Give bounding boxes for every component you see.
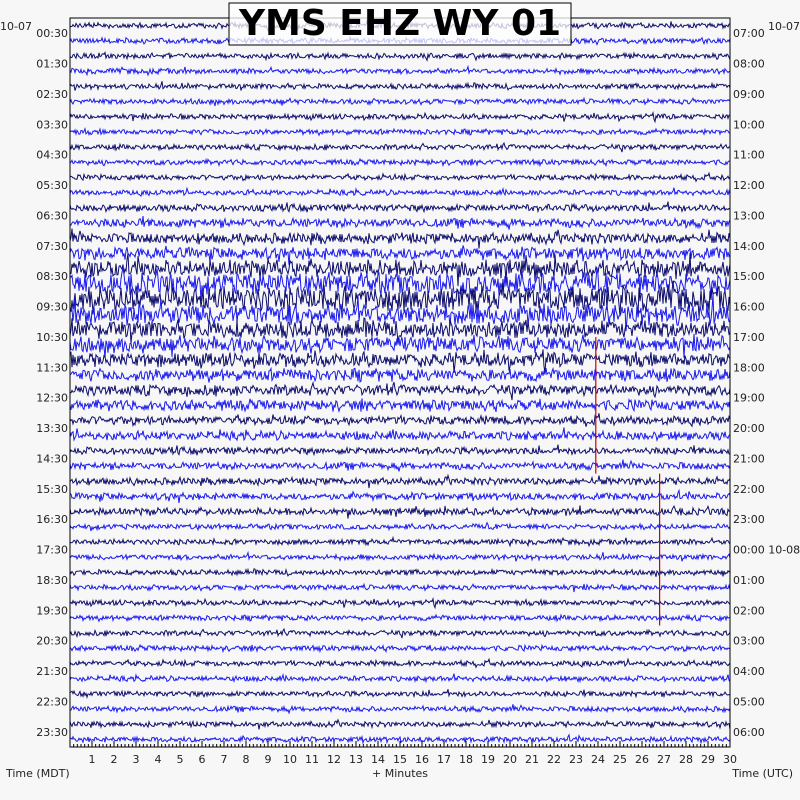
x-tick-label: 26 xyxy=(635,753,649,766)
seismic-trace xyxy=(70,53,730,61)
left-time-label: 23:30 xyxy=(36,725,68,739)
x-tick-label: 19 xyxy=(481,753,495,766)
left-axis-label: Time (MDT) xyxy=(6,767,70,780)
right-time-label: 10:00 xyxy=(733,118,765,132)
x-tick-label: 17 xyxy=(437,753,451,766)
x-tick-label: 30 xyxy=(723,753,737,766)
left-time-label: 15:30 xyxy=(36,482,68,496)
right-time-label: 14:00 xyxy=(733,239,765,253)
left-time-label: 04:30 xyxy=(36,148,68,162)
seismic-trace xyxy=(70,689,730,697)
right-time-label: 05:00 xyxy=(733,695,765,709)
x-tick-label: 23 xyxy=(569,753,583,766)
right-time-label: 16:00 xyxy=(733,300,765,314)
left-time-label: 18:30 xyxy=(36,573,68,587)
seismic-trace xyxy=(70,398,730,412)
x-tick-label: 27 xyxy=(657,753,671,766)
right-time-label: 23:00 xyxy=(733,513,765,527)
x-tick-label: 14 xyxy=(371,753,385,766)
left-time-label: 08:30 xyxy=(36,270,68,284)
plot-frame xyxy=(70,18,730,747)
right-time-label: 02:00 xyxy=(733,604,765,618)
left-time-label: 13:30 xyxy=(36,422,68,436)
x-axis-ticks xyxy=(70,741,737,766)
right-time-label: 19:00 xyxy=(733,391,765,405)
x-tick-label: 22 xyxy=(547,753,561,766)
right-time-labels xyxy=(733,27,800,739)
x-tick-label: 4 xyxy=(154,753,162,766)
seismic-trace xyxy=(70,159,730,166)
seismic-trace xyxy=(70,629,730,638)
x-tick-label: 25 xyxy=(613,753,627,766)
seismic-trace xyxy=(70,476,730,489)
seismic-trace xyxy=(70,229,730,249)
left-time-label: 03:30 xyxy=(36,118,68,132)
x-tick-label: 5 xyxy=(176,753,184,766)
left-start-date: 10-07 xyxy=(0,20,32,33)
left-time-label: 02:30 xyxy=(36,87,68,101)
left-time-label: 09:30 xyxy=(36,300,68,314)
right-time-label: 06:00 xyxy=(733,725,765,739)
right-time-label: 01:00 xyxy=(733,573,765,587)
seismic-trace xyxy=(70,253,730,286)
right-time-label: 11:00 xyxy=(733,148,765,162)
seismic-trace xyxy=(70,552,730,561)
x-tick-label: 9 xyxy=(264,753,272,766)
x-tick-label: 15 xyxy=(393,753,407,766)
right-time-label: 22:00 xyxy=(733,482,765,496)
x-tick-label: 11 xyxy=(305,753,319,766)
seismic-trace xyxy=(70,659,730,667)
x-tick-label: 12 xyxy=(327,753,341,766)
left-time-label: 05:30 xyxy=(36,179,68,193)
left-time-label: 16:30 xyxy=(36,513,68,527)
right-time-label: 09:00 xyxy=(733,87,765,101)
x-tick-label: 18 xyxy=(459,753,473,766)
left-time-label: 12:30 xyxy=(36,391,68,405)
seismic-trace xyxy=(70,413,730,426)
x-tick-label: 6 xyxy=(198,753,206,766)
seismic-trace xyxy=(70,349,730,372)
x-tick-label: 29 xyxy=(701,753,715,766)
left-time-label: 10:30 xyxy=(36,330,68,344)
left-time-label: 01:30 xyxy=(36,57,68,71)
right-axis-label: Time (UTC) xyxy=(732,767,793,780)
seismic-trace xyxy=(70,188,730,196)
right-time-label: 03:00 xyxy=(733,634,765,648)
right-time-label: 21:00 xyxy=(733,452,765,466)
seismic-trace xyxy=(70,428,730,441)
seismic-trace xyxy=(70,129,730,135)
right-time-label: 04:00 xyxy=(733,665,765,679)
seismic-trace xyxy=(70,98,730,106)
seismic-trace xyxy=(70,538,730,546)
left-time-label: 07:30 xyxy=(36,239,68,253)
right-time-label: 13:00 xyxy=(733,209,765,223)
seismic-trace xyxy=(70,202,730,213)
x-tick-label: 1 xyxy=(88,753,96,766)
left-time-label: 22:30 xyxy=(36,695,68,709)
right-time-label: 17:00 xyxy=(733,330,765,344)
seismic-trace xyxy=(70,334,730,358)
right-start-date: 10-07 xyxy=(768,20,800,33)
x-tick-label: 16 xyxy=(415,753,429,766)
left-time-label: 17:30 xyxy=(36,543,68,557)
right-time-label: 18:00 xyxy=(733,361,765,375)
left-time-label: 21:30 xyxy=(36,665,68,679)
right-time-label: 20:00 xyxy=(733,422,765,436)
seismic-trace xyxy=(70,143,730,152)
seismic-trace xyxy=(70,704,730,713)
seismic-trace xyxy=(70,569,730,577)
x-tick-label: 13 xyxy=(349,753,363,766)
seismic-trace xyxy=(70,523,730,531)
x-tick-label: 10 xyxy=(283,753,297,766)
seismic-trace xyxy=(70,216,730,230)
seismic-trace xyxy=(70,505,730,518)
x-tick-label: 8 xyxy=(242,753,250,766)
x-tick-label: 2 xyxy=(110,753,118,766)
right-time-label: 07:00 xyxy=(733,27,765,41)
seismic-trace xyxy=(70,460,730,472)
x-tick-label: 21 xyxy=(525,753,539,766)
seismic-trace xyxy=(70,615,730,621)
seismic-trace xyxy=(70,491,730,503)
seismic-trace xyxy=(70,720,730,730)
seismic-trace xyxy=(70,368,730,382)
right-time-label: 12:00 xyxy=(733,179,765,193)
left-time-label: 06:30 xyxy=(36,209,68,223)
seismic-trace xyxy=(70,173,730,181)
seismic-trace xyxy=(70,445,730,456)
seismic-trace xyxy=(70,245,730,264)
left-time-label: 14:30 xyxy=(36,452,68,466)
seismic-trace xyxy=(70,599,730,608)
x-tick-label: 28 xyxy=(679,753,693,766)
seismic-trace xyxy=(70,382,730,400)
x-axis-label: + Minutes xyxy=(371,767,429,780)
x-tick-label: 7 xyxy=(220,753,228,766)
seismic-trace xyxy=(70,113,730,122)
seismic-traces xyxy=(70,21,730,743)
left-time-label: 00:30 xyxy=(36,27,68,41)
seismic-trace xyxy=(70,81,730,90)
right-time-label: 08:00 xyxy=(733,57,765,71)
seismic-trace xyxy=(70,674,730,682)
left-time-labels xyxy=(36,27,68,739)
x-tick-label: 24 xyxy=(591,753,605,766)
left-time-label: 20:30 xyxy=(36,634,68,648)
right-time-label: 00:00 10-08 xyxy=(733,543,800,557)
left-time-label: 11:30 xyxy=(36,361,68,375)
x-tick-label: 3 xyxy=(132,753,140,766)
chart-title: YMS EHZ WY 01 xyxy=(238,3,562,44)
right-time-label: 15:00 xyxy=(733,270,765,284)
x-tick-label: 20 xyxy=(503,753,517,766)
seismic-trace xyxy=(70,67,730,75)
seismic-trace xyxy=(70,584,730,592)
left-time-label: 19:30 xyxy=(36,604,68,618)
seismic-trace xyxy=(70,645,730,652)
